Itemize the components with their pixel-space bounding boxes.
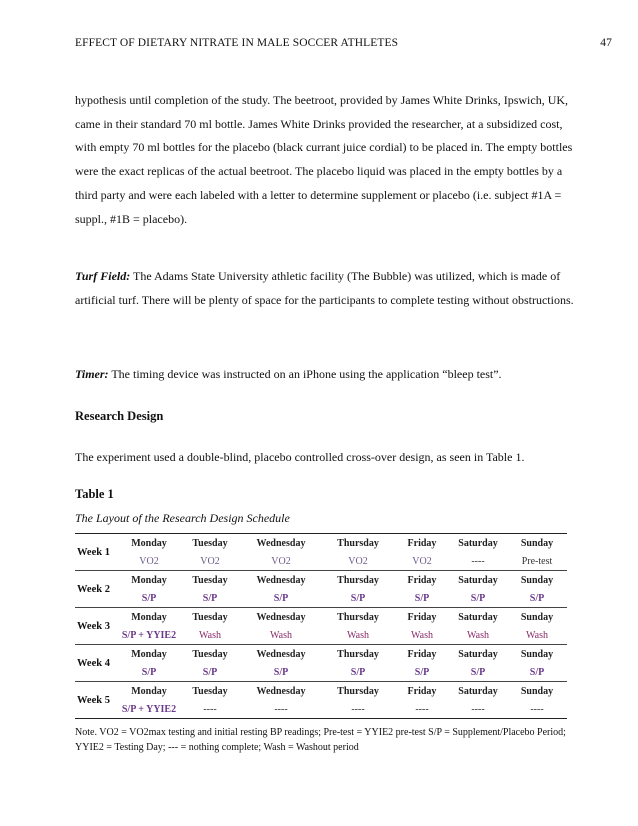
day-header: Tuesday bbox=[192, 611, 228, 623]
schedule-cell: S/P + YYIE2 bbox=[119, 700, 179, 719]
schedule-cell: ---- bbox=[321, 700, 395, 719]
schedule-cell: ---- bbox=[449, 700, 507, 719]
schedule-cell: S/P bbox=[449, 663, 507, 682]
schedule-cell: ---- bbox=[179, 700, 241, 719]
table-row bbox=[75, 571, 567, 590]
day-header: Wednesday bbox=[241, 534, 321, 553]
schedule-cell: VO2 bbox=[119, 552, 179, 571]
table-row bbox=[75, 700, 567, 719]
schedule-cell: VO2 bbox=[395, 552, 449, 571]
week-label: Week 4 bbox=[75, 645, 119, 682]
schedule-cell: S/P bbox=[179, 589, 241, 608]
schedule-cell: Wash bbox=[507, 626, 567, 645]
schedule-cell: Wash bbox=[241, 626, 321, 645]
day-header: Friday bbox=[407, 611, 437, 623]
page-number: 47 bbox=[600, 37, 612, 49]
week-label: Week 2 bbox=[75, 571, 119, 608]
day-header: Sunday bbox=[507, 534, 567, 553]
turf-field-label: Turf Field: bbox=[75, 269, 131, 283]
day-header: Thursday bbox=[337, 611, 379, 623]
schedule-cell: ---- bbox=[507, 700, 567, 719]
paragraph-research-design: The experiment used a double-blind, placebo controlled cross-over design, as seen in Table 1. bbox=[75, 450, 525, 464]
timer-text: The timing device was instructed on an iPhone using the application “bleep test”. bbox=[108, 367, 502, 381]
day-header: Friday bbox=[407, 648, 437, 660]
table-row bbox=[75, 663, 567, 682]
schedule-cell: ---- bbox=[449, 552, 507, 571]
schedule-cell: S/P bbox=[321, 589, 395, 608]
schedule-cell: S/P bbox=[507, 663, 567, 682]
day-header: Monday bbox=[119, 534, 179, 553]
schedule-cell: S/P bbox=[241, 663, 321, 682]
schedule-cell: ---- bbox=[395, 700, 449, 719]
day-header: Sunday bbox=[520, 611, 554, 623]
paragraph-beetroot: hypothesis until completion of the study. The beetroot, provided by James White Drinks, Ipswich, UK, came in their standard 70 ml bottle. James White Drinks provided the researcher, at a subsidized cost, with empty 70 ml bottles for the placebo (black currant juice cordial) to be placed in. The empty bottles were the exact replicas of the actual beetroot. The placebo liquid was placed in the empty bottles by a third party and were each labeled with a letter to determine supplement or placebo (i.e. subject #1A = suppl., #1B = placebo). bbox=[75, 93, 573, 226]
day-header: Friday bbox=[407, 574, 437, 586]
day-header: Monday bbox=[131, 648, 167, 660]
schedule-cell: Wash bbox=[449, 626, 507, 645]
table-row bbox=[75, 589, 567, 608]
week-label: Week 3 bbox=[75, 608, 119, 645]
schedule-cell: S/P bbox=[449, 589, 507, 608]
schedule-cell: S/P bbox=[395, 589, 449, 608]
schedule-cell: Pre-test bbox=[507, 552, 567, 571]
schedule-table bbox=[75, 533, 567, 719]
paragraph-turf-field bbox=[75, 265, 575, 312]
turf-field-text: The Adams State University athletic facility (The Bubble) was utilized, which is made of artificial turf. There will be plenty of space for the participants to complete testing without obstructions. bbox=[75, 269, 574, 307]
day-header: Tuesday bbox=[192, 574, 228, 586]
day-header: Wednesday bbox=[256, 685, 306, 697]
schedule-cell: S/P bbox=[119, 589, 179, 608]
day-header: Friday bbox=[395, 534, 449, 553]
day-header: Thursday bbox=[337, 685, 379, 697]
week-label: Week 5 bbox=[75, 682, 119, 719]
day-header: Wednesday bbox=[256, 648, 306, 660]
table-row bbox=[75, 682, 567, 701]
table-note: Note. VO2 = VO2max testing and initial resting BP readings; Pre-test = YYIE2 pre-test S/P = Supplement/Placebo Period; YYIE2 = Testing Day; --- = nothing complete; Wash = Washout period bbox=[75, 727, 566, 753]
day-header: Tuesday bbox=[179, 534, 241, 553]
table-row bbox=[75, 552, 567, 571]
day-header: Sunday bbox=[520, 648, 554, 660]
day-header: Thursday bbox=[337, 574, 379, 586]
schedule-cell: S/P bbox=[179, 663, 241, 682]
schedule-cell: VO2 bbox=[321, 552, 395, 571]
schedule-cell: VO2 bbox=[179, 552, 241, 571]
schedule-cell: S/P bbox=[241, 589, 321, 608]
day-header: Saturday bbox=[458, 685, 498, 697]
table-label: Table 1 bbox=[75, 487, 114, 501]
schedule-cell: Wash bbox=[321, 626, 395, 645]
running-header bbox=[75, 37, 612, 49]
schedule-cell: Wash bbox=[395, 626, 449, 645]
schedule-cell: S/P bbox=[395, 663, 449, 682]
day-header: Thursday bbox=[321, 534, 395, 553]
table-row bbox=[75, 626, 567, 645]
table-title: The Layout of the Research Design Schedule bbox=[75, 511, 290, 525]
schedule-cell: S/P + YYIE2 bbox=[119, 626, 179, 645]
paragraph-timer bbox=[75, 363, 575, 387]
day-header: Sunday bbox=[520, 574, 554, 586]
day-header: Saturday bbox=[458, 611, 498, 623]
table-row bbox=[75, 645, 567, 664]
day-header: Saturday bbox=[458, 648, 498, 660]
schedule-cell: Wash bbox=[179, 626, 241, 645]
day-header: Tuesday bbox=[192, 648, 228, 660]
day-header: Monday bbox=[131, 611, 167, 623]
day-header: Saturday bbox=[458, 574, 498, 586]
running-title: EFFECT OF DIETARY NITRATE IN MALE SOCCER ATHLETES bbox=[75, 37, 399, 49]
schedule-cell: S/P bbox=[321, 663, 395, 682]
schedule-cell: VO2 bbox=[241, 552, 321, 571]
day-header: Wednesday bbox=[256, 574, 306, 586]
day-header: Monday bbox=[131, 574, 167, 586]
day-header: Wednesday bbox=[256, 611, 306, 623]
day-header: Friday bbox=[407, 685, 437, 697]
schedule-cell: ---- bbox=[241, 700, 321, 719]
day-header: Sunday bbox=[520, 685, 554, 697]
table-row bbox=[75, 608, 567, 627]
day-header: Saturday bbox=[449, 534, 507, 553]
schedule-cell: S/P bbox=[507, 589, 567, 608]
week-label: Week 1 bbox=[75, 534, 119, 571]
table-row bbox=[75, 534, 567, 553]
day-header: Thursday bbox=[337, 648, 379, 660]
day-header: Monday bbox=[131, 685, 167, 697]
section-heading-research-design: Research Design bbox=[75, 409, 164, 423]
schedule-cell: S/P bbox=[119, 663, 179, 682]
timer-label: Timer: bbox=[75, 367, 109, 381]
day-header: Tuesday bbox=[192, 685, 228, 697]
